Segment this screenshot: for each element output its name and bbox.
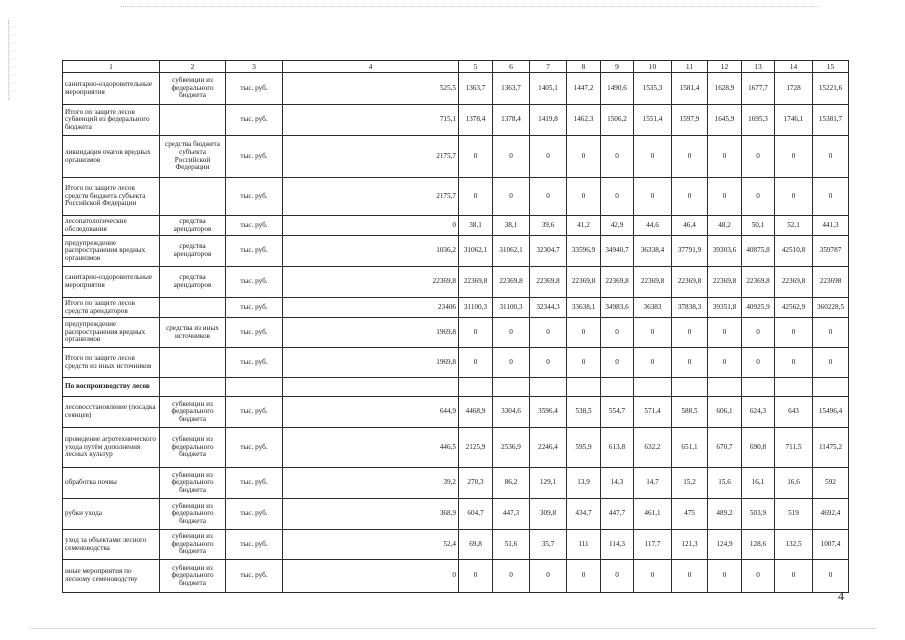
funding-source-cell: субвенции из федерального бюджета	[160, 560, 226, 593]
table-row	[63, 397, 849, 428]
value-cell-col-14: 1746,1	[775, 105, 813, 136]
table-row	[63, 136, 849, 178]
value-cell-col-9: 14,3	[601, 468, 634, 499]
measure-name-cell: санитарно-оздоровительные мероприятия	[63, 73, 160, 105]
value-cell-col-13: 0	[742, 348, 775, 378]
value-cell-col-8: 111	[567, 530, 601, 560]
column-header-9: 9	[601, 61, 634, 73]
value-cell-col-4	[283, 378, 459, 397]
value-cell-col-8: 0	[567, 136, 601, 178]
column-header-14: 14	[775, 61, 813, 73]
value-cell-col-11: 0	[672, 348, 708, 378]
value-cell-col-14	[775, 378, 813, 397]
funding-source-cell: субвенции из федерального бюджета	[160, 73, 226, 105]
value-cell-col-10: 0	[634, 178, 672, 216]
table-row	[63, 267, 849, 298]
value-cell-col-6: 1363,7	[493, 73, 530, 105]
value-cell-col-12: 124,9	[708, 530, 742, 560]
value-cell-col-10: 461,1	[634, 499, 672, 530]
value-cell-col-8: 13,9	[567, 468, 601, 499]
value-cell-col-4: 446,5	[283, 428, 459, 468]
measure-name-cell: По воспроизводству лесов	[63, 378, 160, 397]
value-cell-col-5: 31100,3	[459, 298, 493, 318]
value-cell-col-12: 39351,8	[708, 298, 742, 318]
value-cell-col-11	[672, 378, 708, 397]
measure-name-cell: ликвидация очагов вредных организмов	[63, 136, 160, 178]
value-cell-col-5: 0	[459, 178, 493, 216]
value-cell-col-12: 606,1	[708, 397, 742, 428]
value-cell-col-6: 31062,1	[493, 236, 530, 267]
value-cell-col-8: 538,5	[567, 397, 601, 428]
unit-cell: тыс. руб.	[226, 73, 283, 105]
value-cell-col-15: 15221,6	[813, 73, 849, 105]
value-cell-col-11: 15,2	[672, 468, 708, 499]
value-cell-col-11: 0	[672, 318, 708, 348]
table-row	[63, 236, 849, 267]
value-cell-col-7: 0	[530, 318, 567, 348]
value-cell-col-6	[493, 378, 530, 397]
value-cell-col-13: 22369,8	[742, 267, 775, 298]
value-cell-col-4: 1036,2	[283, 236, 459, 267]
value-cell-col-5: 1378,4	[459, 105, 493, 136]
value-cell-col-6: 0	[493, 348, 530, 378]
value-cell-col-15: 592	[813, 468, 849, 499]
value-cell-col-14: 132,5	[775, 530, 813, 560]
value-cell-col-4: 1969,8	[283, 348, 459, 378]
unit-cell: тыс. руб.	[226, 499, 283, 530]
value-cell-col-12: 22369,8	[708, 267, 742, 298]
unit-cell: тыс. руб.	[226, 560, 283, 593]
value-cell-col-13: 50,1	[742, 216, 775, 236]
measure-name-cell: обработка почвы	[63, 468, 160, 499]
value-cell-col-9: 1506,2	[601, 105, 634, 136]
value-cell-col-8	[567, 378, 601, 397]
value-cell-col-6: 51,6	[493, 530, 530, 560]
value-cell-col-6: 3304,6	[493, 397, 530, 428]
funding-source-cell	[160, 178, 226, 216]
unit-cell: тыс. руб.	[226, 298, 283, 318]
value-cell-col-11: 651,1	[672, 428, 708, 468]
value-cell-col-8: 595,9	[567, 428, 601, 468]
value-cell-col-15: 0	[813, 178, 849, 216]
value-cell-col-9	[601, 378, 634, 397]
value-cell-col-9: 22369,8	[601, 267, 634, 298]
value-cell-col-5: 270,3	[459, 468, 493, 499]
value-cell-col-12: 0	[708, 348, 742, 378]
value-cell-col-10: 1535,3	[634, 73, 672, 105]
measure-name-cell: Итого по защите лесов средств арендаторов	[63, 298, 160, 318]
value-cell-col-11: 0	[672, 560, 708, 593]
value-cell-col-5: 4468,9	[459, 397, 493, 428]
unit-cell: тыс. руб.	[226, 216, 283, 236]
value-cell-col-8: 0	[567, 560, 601, 593]
column-header-2: 2	[160, 61, 226, 73]
table-row	[63, 298, 849, 318]
unit-cell: тыс. руб.	[226, 397, 283, 428]
value-cell-col-15	[813, 378, 849, 397]
value-cell-col-4: 23406	[283, 298, 459, 318]
value-cell-col-11: 588,5	[672, 397, 708, 428]
value-cell-col-6: 0	[493, 178, 530, 216]
column-header-5: 5	[459, 61, 493, 73]
funding-source-cell: субвенции из федерального бюджета	[160, 499, 226, 530]
value-cell-col-4: 0	[283, 216, 459, 236]
funding-source-cell: субвенции из федерального бюджета	[160, 530, 226, 560]
measure-name-cell: лесовосстановление (посадка сеянцев)	[63, 397, 160, 428]
value-cell-col-6: 447,3	[493, 499, 530, 530]
value-cell-col-8: 0	[567, 348, 601, 378]
value-cell-col-15: 0	[813, 560, 849, 593]
unit-cell: тыс. руб.	[226, 136, 283, 178]
funding-source-cell: средства бюджета субъекта Российской Федерации	[160, 136, 226, 178]
value-cell-col-7: 0	[530, 136, 567, 178]
value-cell-col-5: 0	[459, 136, 493, 178]
value-cell-col-9: 34940,7	[601, 236, 634, 267]
value-cell-col-5: 22369,8	[459, 267, 493, 298]
column-header-12: 12	[708, 61, 742, 73]
value-cell-col-7: 39,6	[530, 216, 567, 236]
value-cell-col-11: 1597,9	[672, 105, 708, 136]
value-cell-col-15: 223698	[813, 267, 849, 298]
funding-source-cell	[160, 105, 226, 136]
table-row	[63, 178, 849, 216]
funding-source-cell	[160, 348, 226, 378]
value-cell-col-7	[530, 378, 567, 397]
measure-name-cell: Итого по защите лесов субвенций из федерального бюджета	[63, 105, 160, 136]
value-cell-col-15: 4692,4	[813, 499, 849, 530]
measure-name-cell: Итого по защите лесов средств бюджета субъекта Российской Федерации	[63, 178, 160, 216]
value-cell-col-14: 0	[775, 348, 813, 378]
value-cell-col-4: 52,4	[283, 530, 459, 560]
value-cell-col-13: 40875,8	[742, 236, 775, 267]
value-cell-col-6: 0	[493, 318, 530, 348]
value-cell-col-8: 1462,3	[567, 105, 601, 136]
value-cell-col-14: 643	[775, 397, 813, 428]
value-cell-col-11: 0	[672, 178, 708, 216]
measure-name-cell: уход за объектами лесного семеноводства	[63, 530, 160, 560]
table-row	[63, 73, 849, 105]
value-cell-col-6: 0	[493, 136, 530, 178]
value-cell-col-13: 128,6	[742, 530, 775, 560]
funding-source-cell: субвенции из федерального бюджета	[160, 397, 226, 428]
value-cell-col-4: 715,1	[283, 105, 459, 136]
value-cell-col-7: 129,1	[530, 468, 567, 499]
value-cell-col-15: 0	[813, 348, 849, 378]
value-cell-col-10: 0	[634, 318, 672, 348]
value-cell-col-4: 0	[283, 560, 459, 593]
column-header-13: 13	[742, 61, 775, 73]
value-cell-col-12: 0	[708, 178, 742, 216]
unit-cell	[226, 378, 283, 397]
value-cell-col-7: 2246,4	[530, 428, 567, 468]
funding-source-cell: средства арендаторов	[160, 267, 226, 298]
column-header-4: 4	[283, 61, 459, 73]
page-number: 4	[838, 589, 844, 603]
value-cell-col-5: 2125,9	[459, 428, 493, 468]
value-cell-col-10: 0	[634, 560, 672, 593]
value-cell-col-5: 604,7	[459, 499, 493, 530]
value-cell-col-7: 32304,7	[530, 236, 567, 267]
measure-name-cell: предупреждение распространения вредных организмов	[63, 318, 160, 348]
column-header-3: 3	[226, 61, 283, 73]
value-cell-col-6: 38,1	[493, 216, 530, 236]
measure-name-cell: проведение агротехнического ухода путём дополнения лесных культур	[63, 428, 160, 468]
value-cell-col-4: 1969,8	[283, 318, 459, 348]
value-cell-col-8: 0	[567, 178, 601, 216]
value-cell-col-9: 613,8	[601, 428, 634, 468]
value-cell-col-9: 42,9	[601, 216, 634, 236]
value-cell-col-13: 1677,7	[742, 73, 775, 105]
value-cell-col-4: 525,5	[283, 73, 459, 105]
value-cell-col-13	[742, 378, 775, 397]
value-cell-col-12: 1645,9	[708, 105, 742, 136]
value-cell-col-14: 22369,8	[775, 267, 813, 298]
unit-cell: тыс. руб.	[226, 468, 283, 499]
unit-cell: тыс. руб.	[226, 428, 283, 468]
value-cell-col-13: 1695,3	[742, 105, 775, 136]
table-row	[63, 499, 849, 530]
value-cell-col-11: 37838,3	[672, 298, 708, 318]
value-cell-col-13: 0	[742, 318, 775, 348]
table-row	[63, 428, 849, 468]
value-cell-col-13: 0	[742, 178, 775, 216]
value-cell-col-12: 670,7	[708, 428, 742, 468]
value-cell-col-9: 0	[601, 348, 634, 378]
value-cell-col-9: 0	[601, 560, 634, 593]
value-cell-col-12: 0	[708, 560, 742, 593]
value-cell-col-13: 690,8	[742, 428, 775, 468]
value-cell-col-8: 41,2	[567, 216, 601, 236]
funding-source-cell	[160, 298, 226, 318]
table-row	[63, 468, 849, 499]
value-cell-col-10: 632,2	[634, 428, 672, 468]
measure-name-cell: санитарно-оздоровительные мероприятия	[63, 267, 160, 298]
unit-cell: тыс. руб.	[226, 348, 283, 378]
value-cell-col-7: 22369,8	[530, 267, 567, 298]
measure-name-cell: лесопатологические обследования	[63, 216, 160, 236]
value-cell-col-10: 571,4	[634, 397, 672, 428]
value-cell-col-8: 1447,2	[567, 73, 601, 105]
column-header-10: 10	[634, 61, 672, 73]
table-row	[63, 530, 849, 560]
table-row	[63, 318, 849, 348]
value-cell-col-14: 42562,9	[775, 298, 813, 318]
value-cell-col-13: 0	[742, 136, 775, 178]
value-cell-col-14: 519	[775, 499, 813, 530]
value-cell-col-8: 33638,1	[567, 298, 601, 318]
value-cell-col-15: 360228,5	[813, 298, 849, 318]
value-cell-col-8: 33596,9	[567, 236, 601, 267]
column-header-11: 11	[672, 61, 708, 73]
value-cell-col-5	[459, 378, 493, 397]
value-cell-col-14: 0	[775, 560, 813, 593]
value-cell-col-4: 2175,7	[283, 136, 459, 178]
table-body	[63, 61, 849, 593]
table-row	[63, 378, 849, 397]
value-cell-col-11: 475	[672, 499, 708, 530]
value-cell-col-15: 11475,2	[813, 428, 849, 468]
value-cell-col-14: 0	[775, 318, 813, 348]
value-cell-col-7: 0	[530, 348, 567, 378]
funding-source-cell: средства из иных источников	[160, 318, 226, 348]
unit-cell: тыс. руб.	[226, 236, 283, 267]
value-cell-col-10: 44,6	[634, 216, 672, 236]
value-cell-col-6: 31100,3	[493, 298, 530, 318]
value-cell-col-4: 39,2	[283, 468, 459, 499]
table-row	[63, 105, 849, 136]
value-cell-col-4: 2175,7	[283, 178, 459, 216]
value-cell-col-12: 1628,9	[708, 73, 742, 105]
unit-cell: тыс. руб.	[226, 530, 283, 560]
value-cell-col-15: 15496,4	[813, 397, 849, 428]
value-cell-col-5: 0	[459, 560, 493, 593]
value-cell-col-4: 22369,8	[283, 267, 459, 298]
measure-name-cell: Итого по защите лесов средств из иных источников	[63, 348, 160, 378]
value-cell-col-10: 36383	[634, 298, 672, 318]
value-cell-col-15: 0	[813, 318, 849, 348]
value-cell-col-11: 1581,4	[672, 73, 708, 105]
value-cell-col-11: 121,3	[672, 530, 708, 560]
unit-cell: тыс. руб.	[226, 105, 283, 136]
value-cell-col-9: 554,7	[601, 397, 634, 428]
column-header-7: 7	[530, 61, 567, 73]
value-cell-col-15: 1007,4	[813, 530, 849, 560]
value-cell-col-6: 0	[493, 560, 530, 593]
value-cell-col-13: 624,3	[742, 397, 775, 428]
value-cell-col-5: 69,8	[459, 530, 493, 560]
value-cell-col-10: 1551,4	[634, 105, 672, 136]
unit-cell: тыс. руб.	[226, 178, 283, 216]
column-number-header	[63, 61, 849, 73]
value-cell-col-13: 0	[742, 560, 775, 593]
column-header-1: 1	[63, 61, 160, 73]
value-cell-col-14: 42510,8	[775, 236, 813, 267]
value-cell-col-10: 36338,4	[634, 236, 672, 267]
value-cell-col-11: 0	[672, 136, 708, 178]
table-row	[63, 216, 849, 236]
funding-source-cell	[160, 378, 226, 397]
value-cell-col-12	[708, 378, 742, 397]
value-cell-col-9: 0	[601, 178, 634, 216]
value-cell-col-14: 16,6	[775, 468, 813, 499]
value-cell-col-4: 644,9	[283, 397, 459, 428]
value-cell-col-6: 86,2	[493, 468, 530, 499]
value-cell-col-7: 309,8	[530, 499, 567, 530]
value-cell-col-12: 0	[708, 136, 742, 178]
value-cell-col-15: 15381,7	[813, 105, 849, 136]
table-row	[63, 348, 849, 378]
value-cell-col-4: 368,9	[283, 499, 459, 530]
unit-cell: тыс. руб.	[226, 318, 283, 348]
unit-cell: тыс. руб.	[226, 267, 283, 298]
table-row	[63, 560, 849, 593]
value-cell-col-7: 1405,1	[530, 73, 567, 105]
value-cell-col-9: 34983,6	[601, 298, 634, 318]
value-cell-col-5: 1363,7	[459, 73, 493, 105]
value-cell-col-12: 48,2	[708, 216, 742, 236]
value-cell-col-14: 1728	[775, 73, 813, 105]
value-cell-col-7: 0	[530, 560, 567, 593]
value-cell-col-14: 0	[775, 136, 813, 178]
value-cell-col-9: 447,7	[601, 499, 634, 530]
funding-source-cell: средства арендаторов	[160, 236, 226, 267]
value-cell-col-15: 0	[813, 136, 849, 178]
value-cell-col-11: 22369,8	[672, 267, 708, 298]
column-header-8: 8	[567, 61, 601, 73]
value-cell-col-7: 0	[530, 178, 567, 216]
value-cell-col-15: 441,3	[813, 216, 849, 236]
value-cell-col-10: 0	[634, 348, 672, 378]
value-cell-col-5: 38,1	[459, 216, 493, 236]
value-cell-col-12: 39303,6	[708, 236, 742, 267]
value-cell-col-5: 0	[459, 318, 493, 348]
value-cell-col-11: 37791,9	[672, 236, 708, 267]
measure-name-cell: рубки ухода	[63, 499, 160, 530]
column-header-6: 6	[493, 61, 530, 73]
measure-name-cell: предупреждение распространения вредных организмов	[63, 236, 160, 267]
value-cell-col-5: 31062,1	[459, 236, 493, 267]
scan-artifact-left	[8, 20, 13, 100]
value-cell-col-7: 35,7	[530, 530, 567, 560]
value-cell-col-9: 114,3	[601, 530, 634, 560]
value-cell-col-13: 40925,9	[742, 298, 775, 318]
value-cell-col-11: 46,4	[672, 216, 708, 236]
forest-measures-table	[62, 60, 849, 593]
value-cell-col-5: 0	[459, 348, 493, 378]
value-cell-col-10: 14,7	[634, 468, 672, 499]
column-header-15: 15	[813, 61, 849, 73]
value-cell-col-7: 3596,4	[530, 397, 567, 428]
value-cell-col-10: 117,7	[634, 530, 672, 560]
value-cell-col-10: 0	[634, 136, 672, 178]
value-cell-col-14: 0	[775, 178, 813, 216]
value-cell-col-8: 0	[567, 318, 601, 348]
measure-name-cell: иные мероприятия по лесному семеноводству	[63, 560, 160, 593]
document-sheet	[62, 60, 849, 593]
funding-source-cell: средства арендаторов	[160, 216, 226, 236]
value-cell-col-9: 0	[601, 136, 634, 178]
value-cell-col-14: 52,1	[775, 216, 813, 236]
value-cell-col-13: 16,1	[742, 468, 775, 499]
value-cell-col-12: 15,6	[708, 468, 742, 499]
value-cell-col-7: 32344,3	[530, 298, 567, 318]
scan-artifact-bottom	[30, 628, 875, 629]
value-cell-col-10	[634, 378, 672, 397]
value-cell-col-9: 0	[601, 318, 634, 348]
value-cell-col-8: 434,7	[567, 499, 601, 530]
funding-source-cell: субвенции из федерального бюджета	[160, 428, 226, 468]
value-cell-col-8: 22369,8	[567, 267, 601, 298]
scan-artifact-top	[120, 6, 820, 7]
value-cell-col-6: 22369,8	[493, 267, 530, 298]
value-cell-col-7: 1419,8	[530, 105, 567, 136]
value-cell-col-15: 359787	[813, 236, 849, 267]
value-cell-col-10: 22369,8	[634, 267, 672, 298]
value-cell-col-12: 0	[708, 318, 742, 348]
value-cell-col-9: 1490,6	[601, 73, 634, 105]
funding-source-cell: субвенции из федерального бюджета	[160, 468, 226, 499]
value-cell-col-6: 1378,4	[493, 105, 530, 136]
value-cell-col-13: 503,9	[742, 499, 775, 530]
value-cell-col-6: 2536,9	[493, 428, 530, 468]
value-cell-col-14: 711,5	[775, 428, 813, 468]
value-cell-col-12: 489,2	[708, 499, 742, 530]
